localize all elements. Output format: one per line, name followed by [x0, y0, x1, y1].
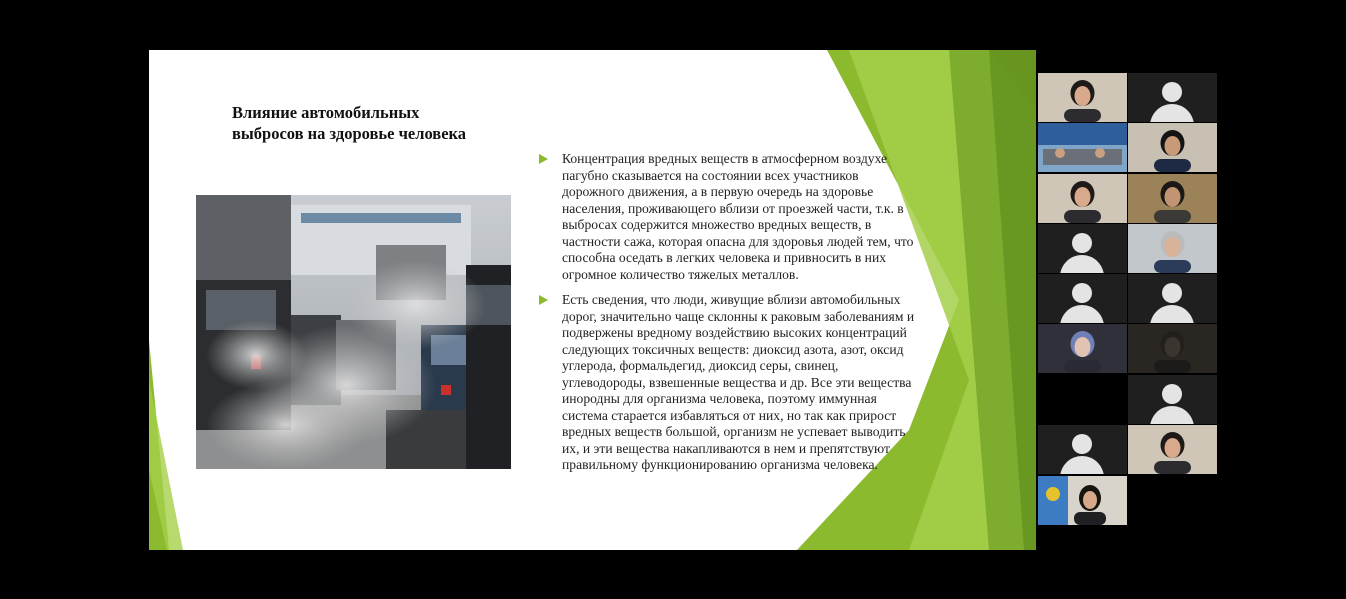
bullet-text-line: Есть сведения, что люди, живущие вблизи автомобильных [562, 292, 901, 307]
bullet-arrow-icon [539, 295, 548, 305]
bullet-text-line: пагубно сказывается на состоянии всех участников [562, 167, 859, 183]
bullet-text-line: вредных веществ большой, организм не успевает выводить [562, 424, 906, 439]
participant-video-woman [1038, 174, 1127, 223]
participant-tile[interactable] [1038, 425, 1127, 474]
participant-tile[interactable] [1038, 224, 1127, 273]
participant-tile[interactable] [1038, 174, 1127, 223]
bullet-text-line: населения, проживающего вблизи от проезжей части, т.к. в [562, 200, 904, 216]
participant-tile[interactable] [1128, 123, 1217, 172]
bullet-text-line: углеводороды, взвешенные вещества и др. Все эти вещества [562, 374, 912, 390]
participant-video-woman-blue-hair [1038, 324, 1127, 373]
bullet-text-line: система старается избавляться от них, но так как прирост [562, 407, 897, 423]
bullet-text-line: способна оседать в легких человека и привносить в них [562, 250, 887, 265]
participant-tile[interactable] [1038, 476, 1127, 525]
participant-tile[interactable] [1038, 274, 1127, 323]
participant-tile [1038, 375, 1127, 424]
shared-slide [149, 50, 1036, 550]
traffic-smog-photo [196, 195, 511, 469]
participant-video-man-suit [1128, 123, 1217, 172]
bullet-text-line: подвержены вредному воздействию высоких концентраций [562, 325, 907, 340]
participant-tile[interactable] [1128, 324, 1217, 373]
participant-tile[interactable] [1038, 123, 1127, 172]
bullet-text-line: углерода, формальдегид, диоксид серы, свинец, [562, 358, 839, 373]
bullet-text-line: инородны для организма человека, поэтому иммунная [562, 391, 877, 406]
slide-bullet-list [539, 151, 989, 483]
slide-title [232, 102, 532, 144]
bullet-text-line: выбросах содержится множество вредных веществ, в [562, 217, 872, 232]
participant-video-room [1038, 123, 1127, 172]
participant-video-woman [1038, 73, 1127, 122]
participant-tile[interactable] [1128, 425, 1217, 474]
bullet-text-line: правильному функционированию организма человека. [562, 457, 878, 472]
bullet-text-line: дорожного движения, а в первую очередь на здоровье [562, 184, 874, 199]
bullet-arrow-icon [539, 154, 548, 164]
slide-bullet [539, 292, 989, 474]
participant-video-dark [1128, 324, 1217, 373]
slide-title-line: Влияние автомобильных [232, 103, 420, 122]
participant-video-woman-flag [1038, 476, 1127, 525]
bullet-text-line: огромное количество тяжелых металлов. [562, 266, 799, 282]
bullet-text-line: дорог, значительно чаще склонны к раковым заболеваниям и [562, 308, 915, 324]
participant-tile[interactable] [1128, 174, 1217, 223]
slide-bullet [539, 151, 989, 283]
slide-title-line: выбросов на здоровье человека [232, 124, 467, 143]
participant-tile[interactable] [1128, 274, 1217, 323]
bullet-text-line: Концентрация вредных веществ в атмосферном воздухе [562, 151, 888, 166]
participant-video-man [1128, 174, 1217, 223]
participant-tile[interactable] [1128, 375, 1217, 424]
participant-tile[interactable] [1038, 73, 1127, 122]
bullet-text-line: их, и эти вещества накапливаются в нем и препятствуют [562, 440, 890, 456]
bullet-text-line: частности сажа, которая опасна для здоровья людей тем, что [562, 233, 914, 249]
participant-tile[interactable] [1038, 324, 1127, 373]
participant-video-man-grey-hair [1128, 224, 1217, 273]
participant-video-woman [1128, 425, 1217, 474]
participant-tile[interactable] [1128, 73, 1217, 122]
bullet-text-line: следующих токсичных веществ: диоксид азота, азот, оксид [562, 341, 904, 357]
participant-gallery [1038, 73, 1217, 525]
participant-tile[interactable] [1128, 224, 1217, 273]
